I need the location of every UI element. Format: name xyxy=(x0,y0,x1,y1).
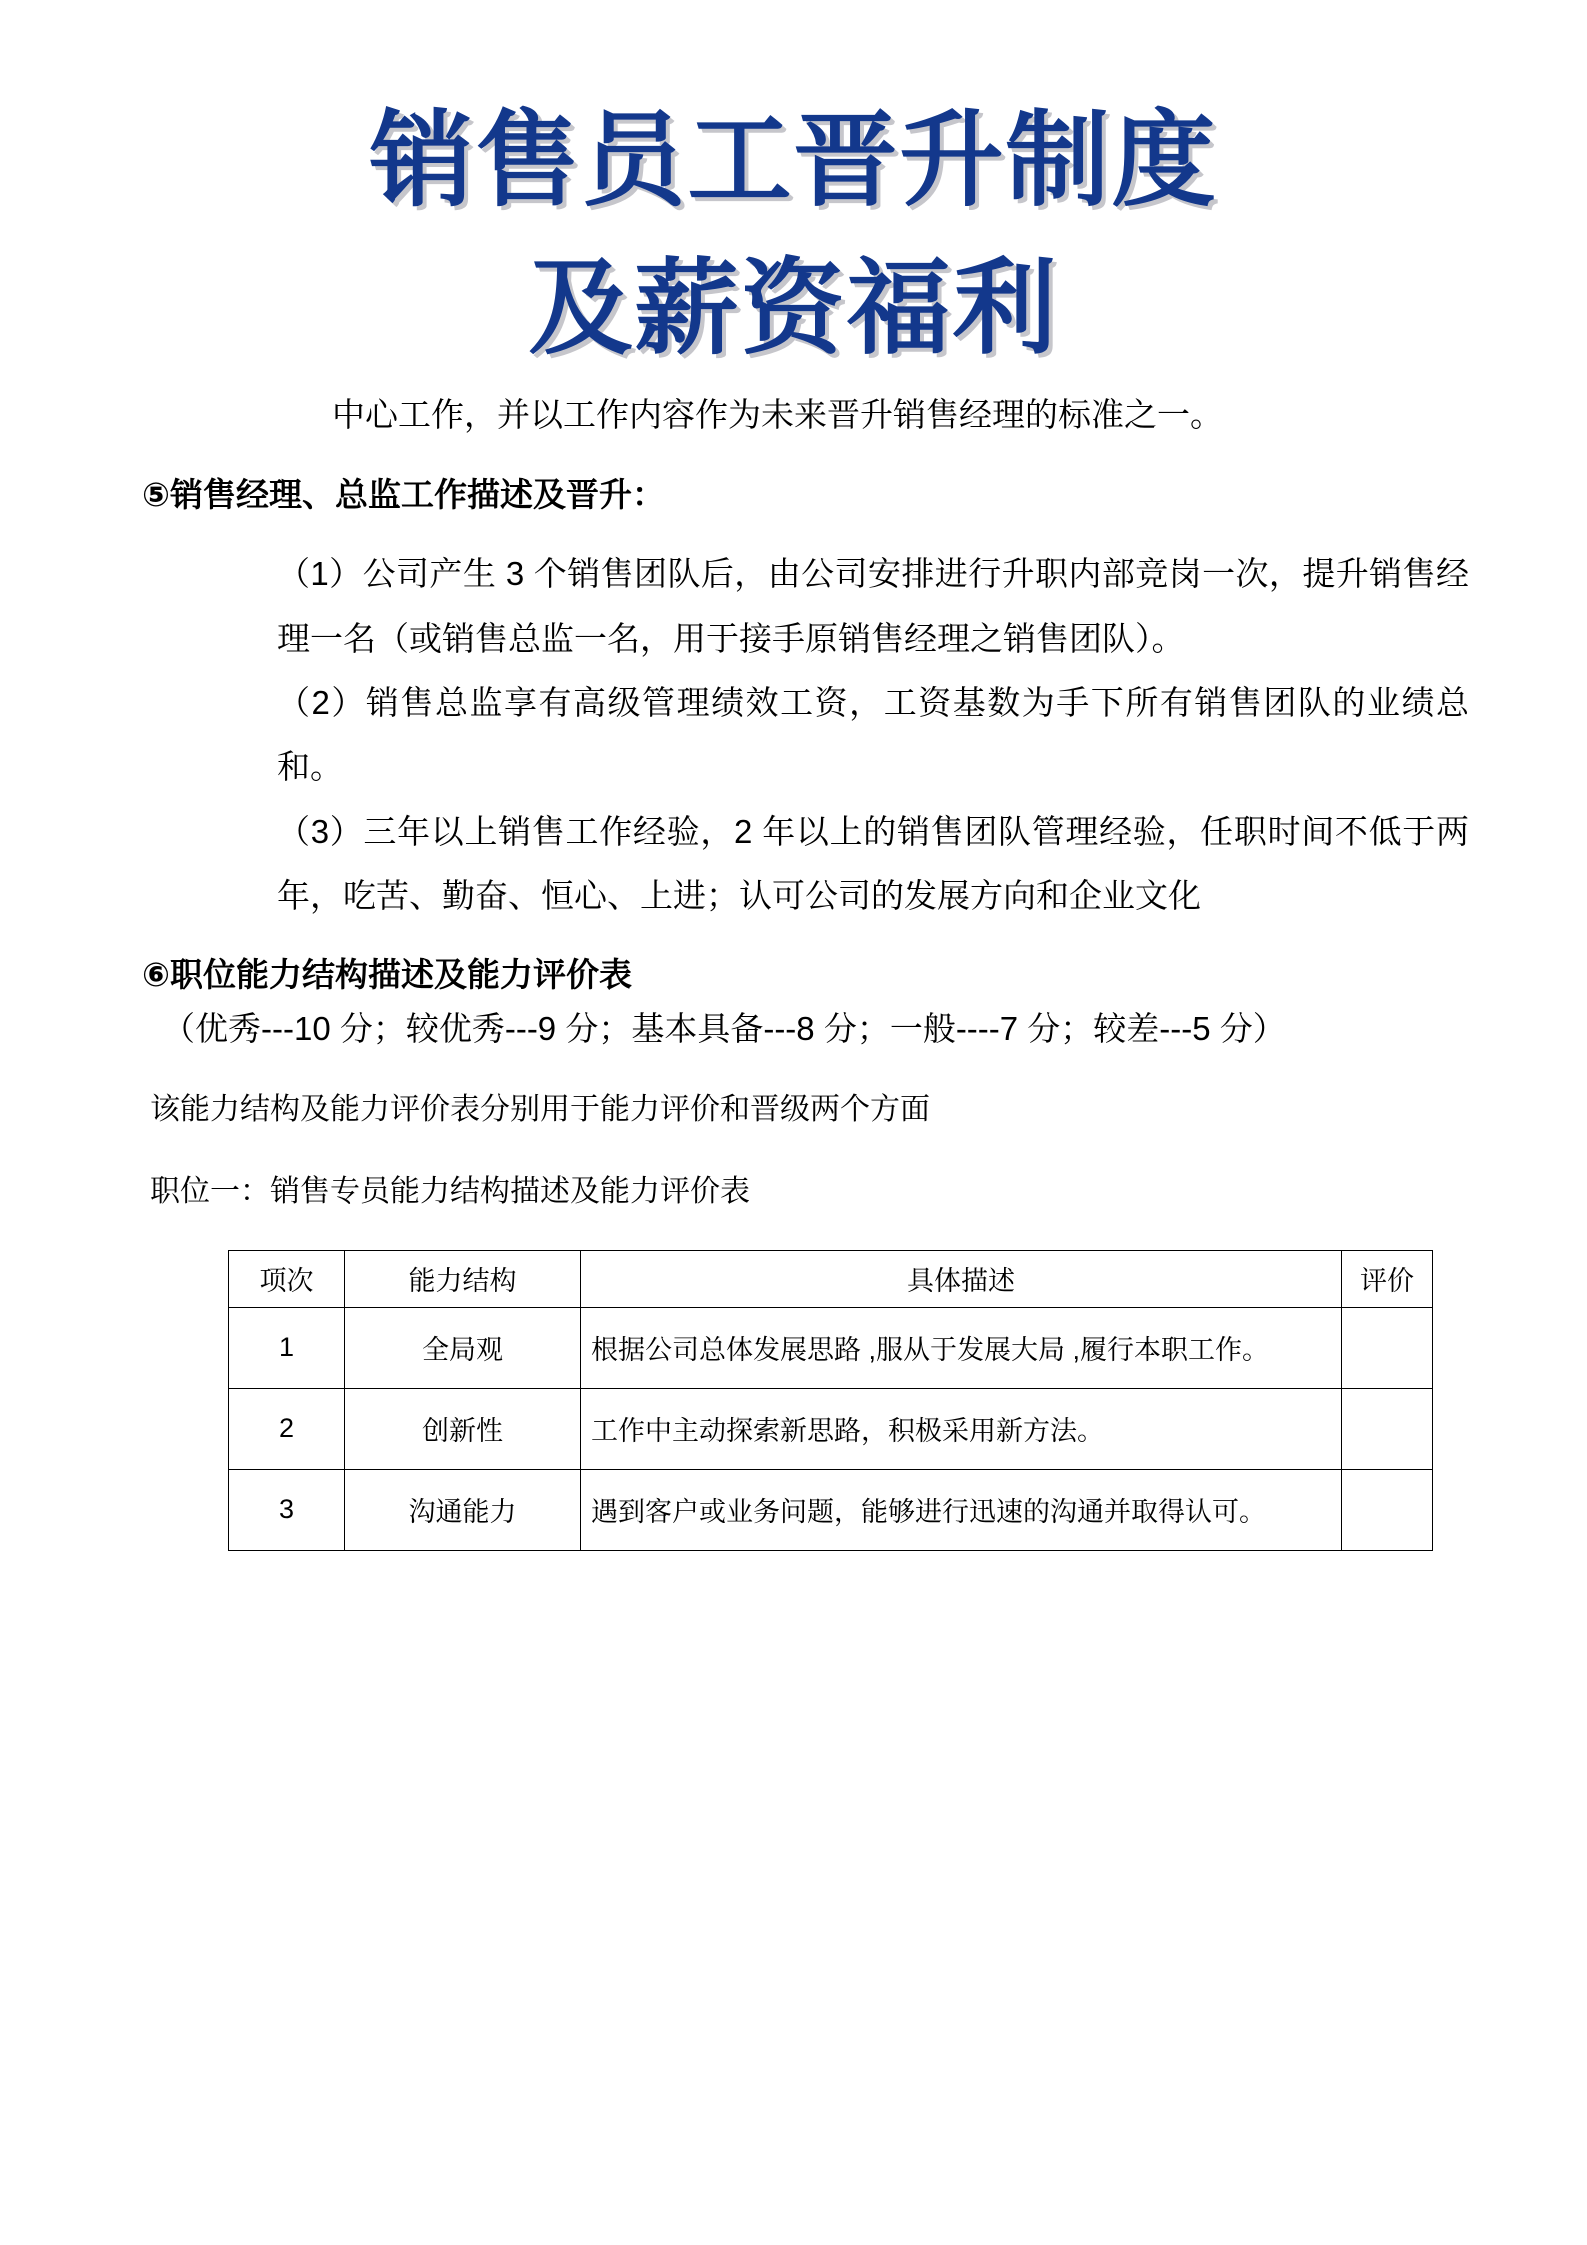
cell-capability: 全局观 xyxy=(345,1307,581,1388)
cell-capability: 沟通能力 xyxy=(345,1469,581,1550)
spacer xyxy=(132,1134,1469,1168)
spacer xyxy=(132,526,1469,542)
table-header-row xyxy=(229,1250,1433,1307)
page-title xyxy=(0,0,1587,383)
capability-table xyxy=(228,1250,1433,1551)
continuation-paragraph: 中心工作，并以工作内容作为未来晋升销售经理的标准之一。 xyxy=(332,396,1223,434)
score-legend: （优秀---10 分；较优秀---9 分；基本具备---8 分；一般----7 分；较差---5 分） xyxy=(162,1010,1286,1048)
page-title-line-1: 销售员工晋升制度 xyxy=(369,103,1218,219)
spacer xyxy=(132,448,1469,464)
cell-score[interactable] xyxy=(1342,1388,1433,1469)
column-header-index: 项次 xyxy=(229,1250,345,1307)
cell-description: 遇到客户或业务问题，能够进行迅速的沟通并取得认可。 xyxy=(581,1469,1342,1550)
table-caption: 职位一：销售专员能力结构描述及能力评价表 xyxy=(150,1174,750,1208)
spacer xyxy=(132,1216,1469,1250)
cell-index: 3 xyxy=(229,1469,345,1550)
section5-item-1: （1）公司产生 3 个销售团队后，由公司安排进行升职内部竞岗一次，提升销售经理一名（或销售总监一名，用于接手原销售经理之销售团队）。 xyxy=(277,555,1469,657)
column-header-capability: 能力结构 xyxy=(345,1250,581,1307)
section5-item-3: （3）三年以上销售工作经验，2 年以上的销售团队管理经验，任职时间不低于两年，吃苦、勤奋、恒心、上进；认可公司的发展方向和企业文化 xyxy=(277,812,1469,915)
column-header-score: 评价 xyxy=(1342,1250,1433,1307)
section-heading-5: ⑤销售经理、总监工作描述及晋升： xyxy=(142,475,665,513)
document-body xyxy=(0,383,1587,1249)
cell-index: 1 xyxy=(229,1307,345,1388)
cell-description: 根据公司总体发展思路 ,服从于发展大局 ,履行本职工作。 xyxy=(581,1307,1342,1388)
usage-note: 该能力结构及能力评价表分别用于能力评价和晋级两个方面 xyxy=(150,1092,930,1126)
spacer xyxy=(132,928,1469,944)
page-title-line-2: 及薪资福利 xyxy=(528,250,1059,367)
table-header xyxy=(229,1250,1433,1307)
cell-score[interactable] xyxy=(1342,1307,1433,1388)
cell-score[interactable] xyxy=(1342,1469,1433,1550)
cell-capability: 创新性 xyxy=(345,1388,581,1469)
spacer xyxy=(132,1052,1469,1086)
cell-description: 工作中主动探索新思路，积极采用新方法。 xyxy=(581,1388,1342,1469)
table-row xyxy=(229,1307,1433,1388)
section5-item-2: （2）销售总监享有高级管理绩效工资，工资基数为手下所有销售团队的业绩总和。 xyxy=(277,684,1469,786)
table-row xyxy=(229,1388,1433,1469)
section-heading-6: ⑥职位能力结构描述及能力评价表 xyxy=(142,956,632,994)
table-row xyxy=(229,1469,1433,1550)
column-header-description: 具体描述 xyxy=(581,1250,1342,1307)
table-body xyxy=(229,1307,1433,1550)
cell-index: 2 xyxy=(229,1388,345,1469)
capability-table-wrapper xyxy=(0,1250,1587,1551)
